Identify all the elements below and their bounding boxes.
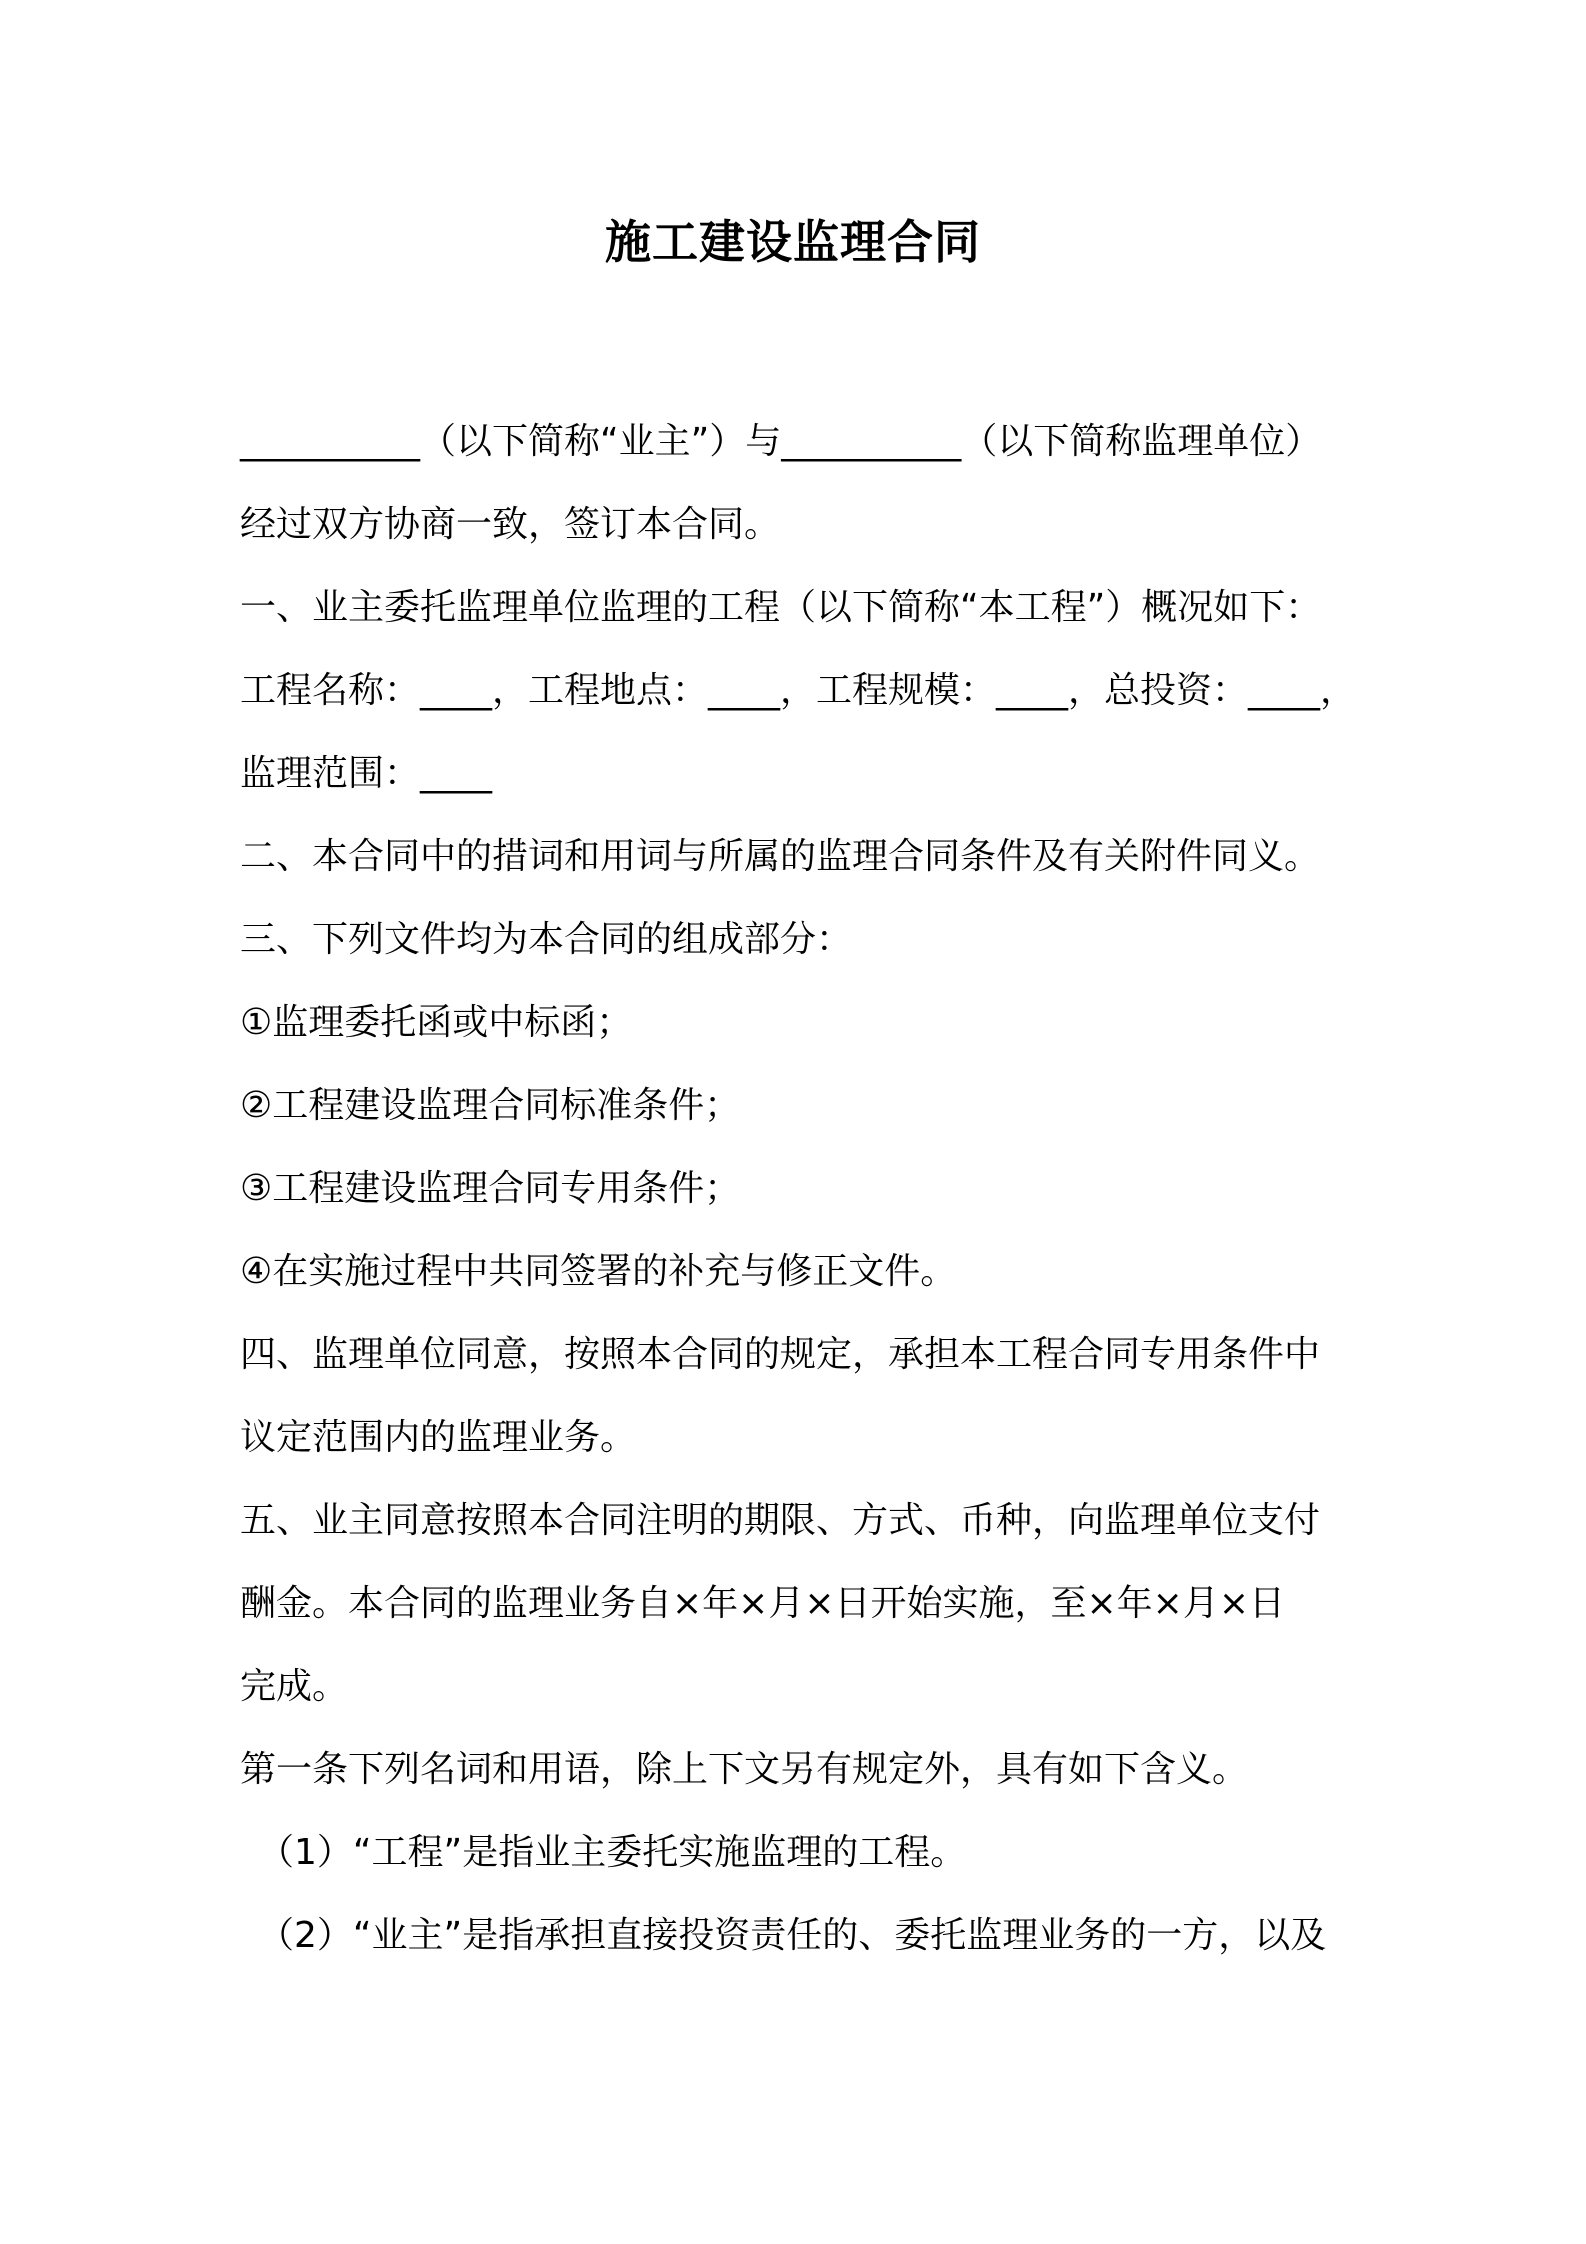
article-4-text-line-2: 议定范围内的监理业务。 <box>240 1417 637 1458</box>
article-1-heading: 一、业主委托监理单位监理的工程（以下简称“本工程”）概况如下： <box>240 587 1322 628</box>
list-item-2: ②工程建设监理合同标准条件； <box>240 1085 741 1126</box>
article-4-text-line-1: 四、监理单位同意，按照本合同的规定，承担本工程合同专用条件中 <box>240 1334 1321 1375</box>
article-5-text-line-2: 酬金。本合同的监理业务自×年×月×日开始实施，至×年×月×日 <box>240 1583 1285 1624</box>
project-info-line: 工程名称：____，工程地点：____，工程规模：____，总投资：____， <box>240 670 1357 711</box>
supervision-scope-line: 监理范围：____ <box>240 753 493 794</box>
document-title: 施工建设监理合同 <box>605 215 981 269</box>
definition-2: （2）“业主”是指承担直接投资责任的、委托监理业务的一方，以及 <box>258 1915 1327 1956</box>
intro-agreement-line: 经过双方协商一致，签订本合同。 <box>240 504 781 545</box>
article-5-text-line-1: 五、业主同意按照本合同注明的期限、方式、币种，向监理单位支付 <box>240 1500 1321 1541</box>
definition-1: （1）“工程”是指业主委托实施监理的工程。 <box>258 1832 967 1873</box>
list-item-1: ①监理委托函或中标函； <box>240 1002 633 1043</box>
clause-1-heading: 第一条下列名词和用语，除上下文另有规定外，具有如下含义。 <box>240 1749 1249 1790</box>
article-2-text: 二、本合同中的措词和用词与所属的监理合同条件及有关附件同义。 <box>240 836 1321 877</box>
list-item-3: ③工程建设监理合同专用条件； <box>240 1168 741 1209</box>
intro-parties-line: __________（以下简称“业主”）与__________（以下简称监理单位） <box>240 421 1322 462</box>
list-item-4: ④在实施过程中共同签署的补充与修正文件。 <box>240 1251 957 1292</box>
article-3-heading: 三、下列文件均为本合同的组成部分： <box>240 919 853 960</box>
article-5-text-line-3: 完成。 <box>240 1666 349 1707</box>
